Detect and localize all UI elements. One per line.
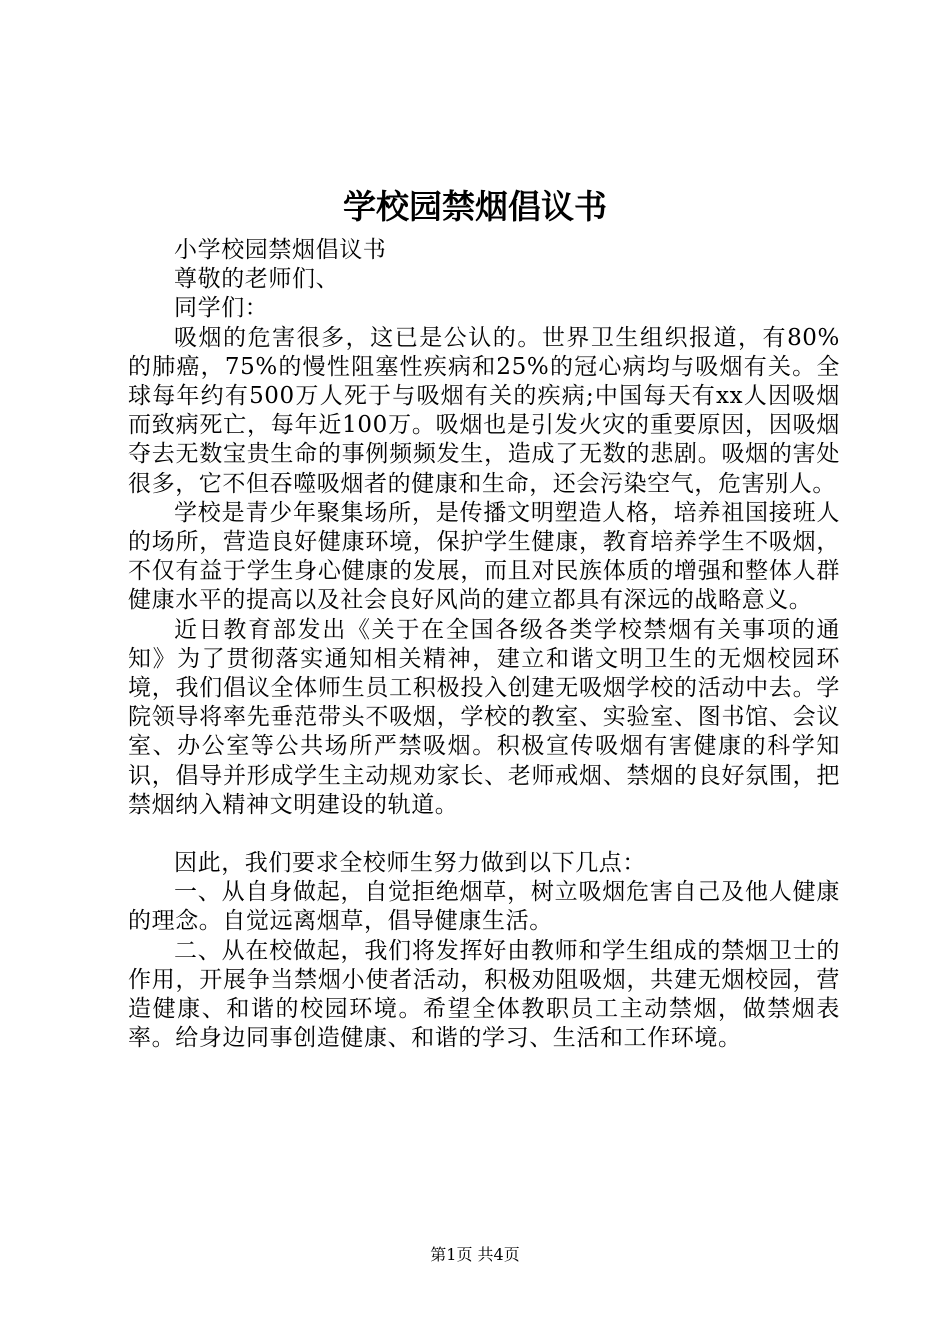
paragraph-harms-of-smoking: 吸烟的危害很多，这已是公认的。世界卫生组织报道，有80%的肺癌，75%的慢性阻塞性疾病和25%的冠心病均与吸烟有关。全球每年约有500万人死于与吸烟有关的疾病;中国每天有xx人因吸烟而致病死亡，每年近100万。吸烟也是引发火灾的重要原因，因吸烟夺去无数宝贵生命的事例频频发生，造成了无数的悲剧。吸烟的害处很多，它不但吞噬吸烟者的健康和生命，还会污染空气，危害别人。 — [128, 324, 840, 497]
paragraph-point-two: 二、从在校做起，我们将发挥好由教师和学生组成的禁烟卫士的作用，开展争当禁烟小使者活动，积极劝阻吸烟，共建无烟校园，营造健康、和谐的校园环境。希望全体教职员工主动禁烟，做禁烟表率。给身边同事创造健康、和谐的学习、生活和工作环境。 — [128, 937, 840, 1052]
document-body — [128, 236, 840, 1053]
paragraph-point-one: 一、从自身做起，自觉拒绝烟草，树立吸烟危害自己及他人健康的理念。自觉远离烟草，倡导健康生活。 — [128, 879, 840, 935]
paragraph-ministry-notice: 近日教育部发出《关于在全国各级各类学校禁烟有关事项的通知》为了贯彻落实通知相关精神，建立和谐文明卫生的无烟校园环境，我们倡议全体师生员工积极投入创建无吸烟学校的活动中去。学院领导将率先垂范带头不吸烟，学校的教室、实验室、图书馆、会议室、办公室等公共场所严禁吸烟。积极宣传吸烟有害健康的科学知识，倡导并形成学生主动规劝家长、老师戒烟、禁烟的良好氛围，把禁烟纳入精神文明建设的轨道。 — [128, 616, 840, 818]
page-number-footer: 第1页 共4页 — [430, 1245, 520, 1264]
paragraph-requirements-intro: 因此，我们要求全校师生努力做到以下几点： — [174, 850, 646, 877]
paragraph-school-environment: 学校是青少年聚集场所，是传播文明塑造人格，培养祖国接班人的场所，营造良好健康环境，保护学生健康，教育培养学生不吸烟，不仅有益于学生身心健康的发展，而且对民族体质的增强和整体人群健康水平的提高以及社会良好风尚的建立都具有深远的战略意义。 — [128, 499, 840, 614]
paragraph-salutation-teachers: 尊敬的老师们、 — [174, 266, 340, 293]
paragraph-salutation-students: 同学们： — [174, 295, 269, 322]
document-title: 学校园禁烟倡议书 — [343, 187, 607, 226]
paragraph-subtitle: 小学校园禁烟倡议书 — [174, 237, 387, 263]
